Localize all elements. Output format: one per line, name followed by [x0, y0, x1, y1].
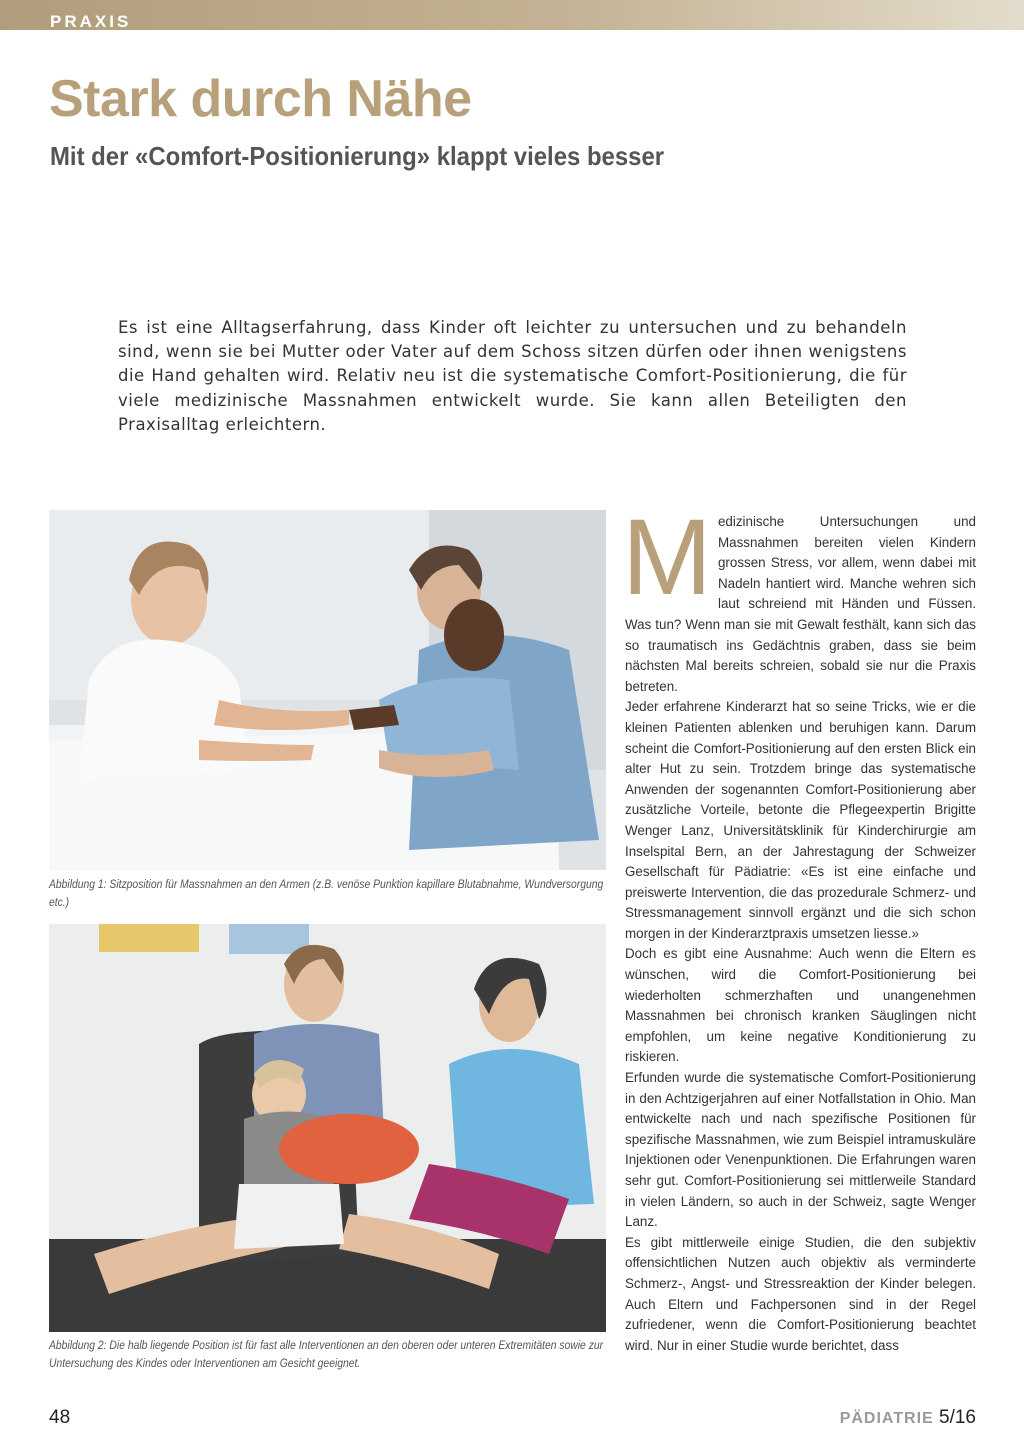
- journal-name: PÄDIATRIE: [839, 1410, 934, 1427]
- article-subtitle: Mit der «Comfort-Positionierung» klappt vieles besser: [50, 141, 665, 171]
- figure-2-photo: [49, 924, 606, 1332]
- figure-1-caption: Abbildung 1: Sitzposition für Massnahmen an den Armen (z.B. venöse Punktion kapillare Blutabnahme, Wundversorgung etc.): [49, 879, 604, 909]
- drop-cap: M: [622, 496, 712, 617]
- page-number: 48: [49, 1407, 71, 1428]
- journal-issue: 5/16: [939, 1407, 976, 1428]
- body-paragraph: Jeder erfahrene Kinderarzt hat so seine Tricks, wie er die kleinen Patienten ablenken und beruhigen kann. Darum scheint die Comfort-Positionierung auf den ersten Blick ein alter Hut zu sein. Trotzdem bringe das systematische Anwenden der sogenannten Comfort-Positionierung aber zusätzliche Vorteile, betonte die Pflegeexpertin Brigitte Wenger Lanz, Universitätsklinik für Kinderchirurgie am Inselspital Bern, an der Jahrestagung der Schweizer Gesellschaft für Pädiatrie: «Es ist eine einfache und preiswerte Intervention, die das prozedurale Schmerz- und Stressmanagement sinnvoll ergänzt und die sich schon morgen in der Kinderarztpraxis umsetzen liesse.»: [625, 699, 976, 941]
- section-label: PRAXIS: [50, 13, 132, 30]
- header-bar: [0, 0, 1024, 30]
- body-column: [622, 496, 976, 1356]
- figure-2-caption: Abbildung 2: Die halb liegende Position ist für fast alle Interventionen an den oberen oder unteren Extremitäten sowie zur Untersuchung des Kindes oder Interventionen am Gesicht geeignet.: [49, 1340, 604, 1370]
- journal-footer: [840, 1407, 976, 1430]
- article-lead: Es ist eine Alltagserfahrung, dass Kinder oft leichter zu untersuchen und zu behandeln sind, wenn sie bei Mutter oder Vater auf dem Schoss sitzen dürfen oder ihnen wenigstens die Hand gehalten wird. Relativ neu ist die systematische Comfort-Positionierung, die für viele medizinische Massnahmen entwickelt wurde. Sie kann allen Beteiligten den Praxisalltag erleichtern.: [118, 318, 907, 434]
- body-paragraph: edizinische Untersuchungen und Massnahmen bereiten vielen Kindern grossen Stress, vor allem, wenn dabei mit Nadeln hantiert wird. Manche wehren sich laut schreiend mit Händen und Füssen. Was tun? Wenn man sie mit Gewalt festhält, kann sich das so traumatisch ins Gedächtnis graben, dass sie beim nächsten Mal bereits schreien, sobald sie nur die Praxis betreten.: [625, 514, 976, 694]
- article-title: Stark durch Nähe: [49, 70, 472, 128]
- body-paragraph: Doch es gibt eine Ausnahme: Auch wenn die Eltern es wünschen, wird die Comfort-Positionierung bei wiederholten schmerzhaften und unangenehmen Massnahmen bei chronisch kranken Säuglingen nicht empfohlen, um keine negative Konditionierung zu riskieren.: [625, 946, 976, 1065]
- body-paragraph: Erfunden wurde die systematische Comfort-Positionierung in den Achtzigerjahren auf einer Notfallstation in Ohio. Man entwickelte nach und nach spezifische Positionen für spezifische Massnahmen, wie zum Beispiel intramuskuläre Injektionen oder Venenpunktionen. Die Erfahrungen waren sehr gut. Comfort-Positionierung sei mittlerweile Standard in vielen Ländern, so auch in der Schweiz, sagte Wenger Lanz.: [625, 1070, 976, 1230]
- body-paragraph: Es gibt mittlerweile einige Studien, die den subjektiv offensichtlichen Nutzen auch objektiv als verminderte Schmerz-, Angst- und Stressreaktion der Kinder belegen. Auch Eltern und Fachpersonen sind in der Regel zufriedener, wenn die Comfort-Positionierung beachtet wird. Nur in einer Studie wurde berichtet, dass: [625, 1234, 976, 1353]
- figure-1-photo: [49, 510, 606, 870]
